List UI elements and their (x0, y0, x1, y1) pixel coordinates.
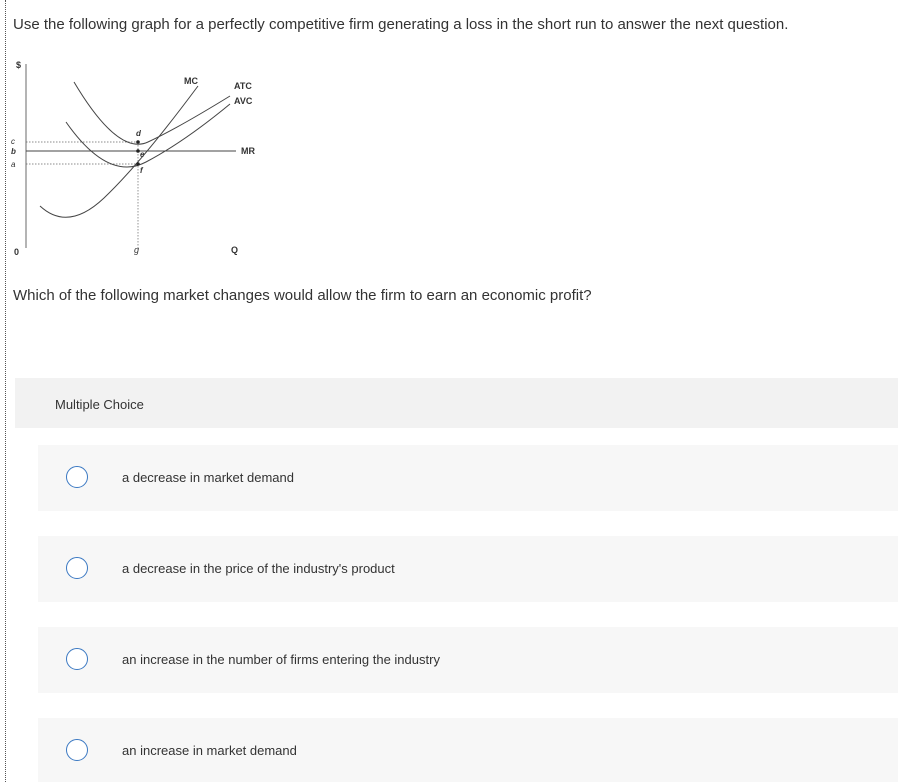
answer-option-label: an increase in market demand (122, 743, 297, 758)
answer-option-2[interactable] (38, 536, 898, 602)
answer-option-1[interactable] (38, 445, 898, 511)
mc-curve (40, 86, 198, 217)
y-axis-label: $ (16, 60, 22, 70)
radio-button-2[interactable] (66, 557, 88, 579)
point-label-e: e (140, 150, 145, 159)
point-label-f: f (140, 166, 143, 175)
radio-button-3[interactable] (66, 648, 88, 670)
avc-curve (66, 104, 230, 167)
radio-button-4[interactable] (66, 739, 88, 761)
mr-label: MR (241, 146, 255, 156)
answer-option-3[interactable] (38, 627, 898, 693)
answer-option-4[interactable] (38, 718, 898, 782)
avc-label: AVC (234, 96, 253, 106)
intro-text: Use the following graph for a perfectly competitive firm generating a loss in the short run to answer the next question. (13, 16, 789, 33)
atc-label: ATC (234, 81, 252, 91)
price-label-a: a (11, 160, 16, 169)
x-axis-label: Q (231, 245, 239, 255)
price-label-b: b (11, 147, 16, 156)
radio-button-1[interactable] (66, 466, 88, 488)
answer-option-label: a decrease in the price of the industry's product (122, 561, 395, 576)
question-text: Which of the following market changes would allow the firm to earn an economic profit? (13, 287, 592, 304)
atc-curve (74, 82, 230, 144)
answer-option-label: an increase in the number of firms entering the industry (122, 652, 440, 667)
multiple-choice-title: Multiple Choice (55, 397, 144, 412)
multiple-choice-header (15, 378, 898, 428)
cost-curves-graph (8, 56, 278, 266)
quantity-label-g: g (134, 245, 140, 255)
mc-label: MC (184, 76, 198, 86)
left-dotted-rule (5, 0, 6, 782)
answer-option-label: a decrease in market demand (122, 470, 294, 485)
point-d-dot (136, 140, 140, 144)
origin-label: 0 (14, 247, 20, 257)
price-label-c: c (11, 137, 15, 146)
point-label-d: d (136, 129, 141, 138)
